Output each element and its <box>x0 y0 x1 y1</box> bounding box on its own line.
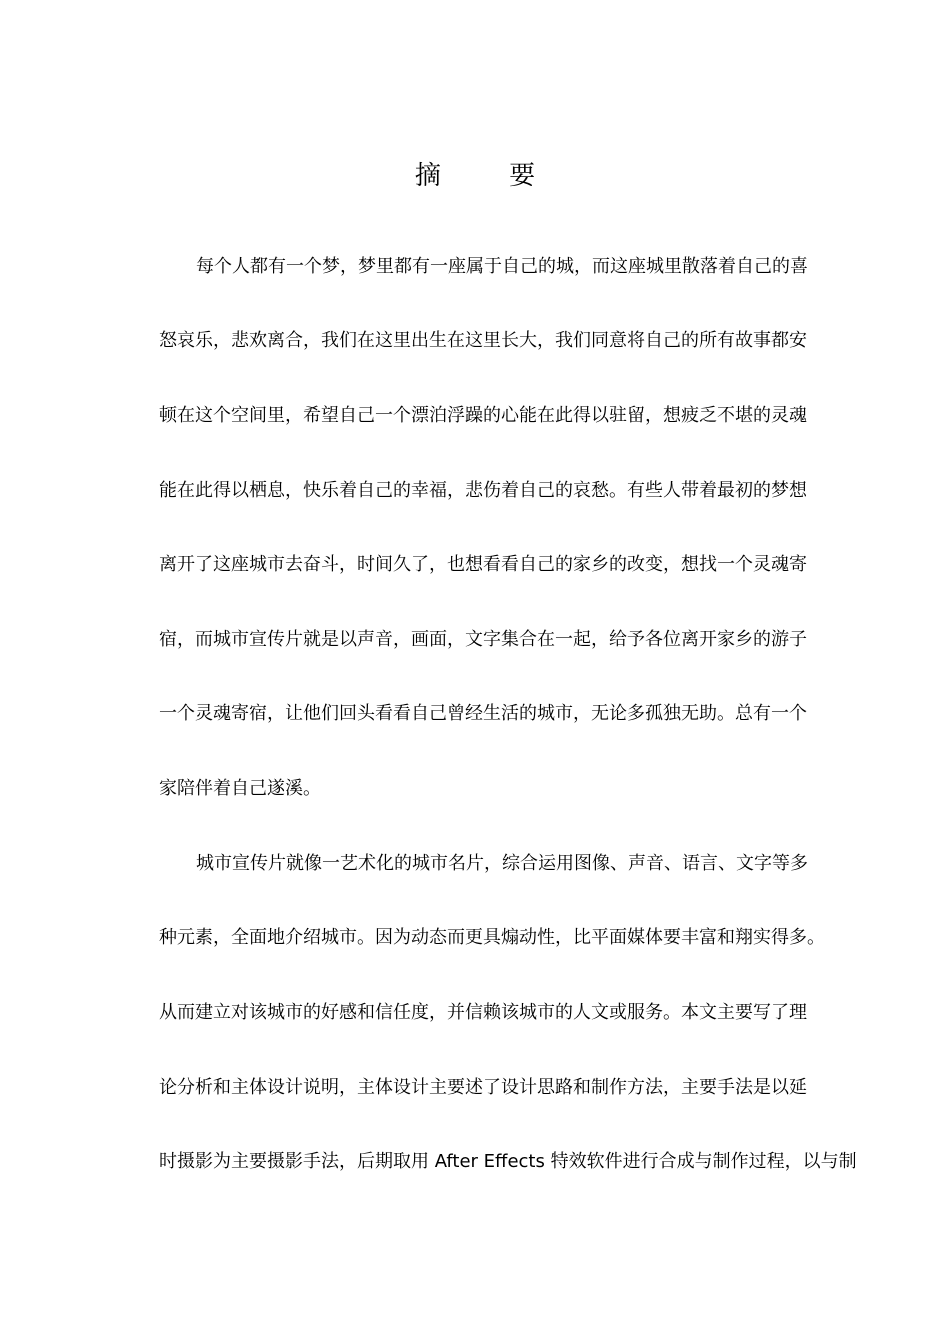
paragraph-2-line-1: 城市宣传片就像一艺术化的城市名片，综合运用图像、声音、语言、文字等多 <box>196 853 808 874</box>
paragraph-2-line-5: 时摄影为主要摄影手法，后期取用 After Effects 特效软件进行合成与制作过程，以与制 <box>159 1151 857 1172</box>
paragraph-1-line-4: 能在此得以栖息，快乐着自己的幸福，悲伤着自己的哀愁。有些人带着最初的梦想 <box>159 480 807 501</box>
page-title: 摘 要 <box>414 161 566 191</box>
paragraph-1-line-3: 顿在这个空间里，希望自己一个漂泊浮躁的心能在此得以驻留，想疲乏不堪的灵魂 <box>159 405 807 426</box>
paragraph-2-line-2: 种元素，全面地介绍城市。因为动态而更具煽动性，比平面媒体要丰富和翔实得多。 <box>159 927 825 948</box>
paragraph-1-line-5: 离开了这座城市去奋斗，时间久了，也想看看自己的家乡的改变，想找一个灵魂寄 <box>159 554 807 575</box>
paragraph-1-line-8: 家陪伴着自己遂溪。 <box>159 778 321 799</box>
paragraph-2-line-4: 论分析和主体设计说明，主体设计主要述了设计思路和制作方法，主要手法是以延 <box>159 1077 807 1098</box>
paragraph-1-line-6: 宿，而城市宣传片就是以声音，画面，文字集合在一起，给予各位离开家乡的游子 <box>159 629 807 650</box>
paragraph-1-line-2: 怒哀乐，悲欢离合，我们在这里出生在这里长大，我们同意将自己的所有故事都安 <box>159 330 807 351</box>
paragraph-1-line-7: 一个灵魂寄宿，让他们回头看看自己曾经生活的城市，无论多孤独无助。总有一个 <box>159 703 807 724</box>
paragraph-2-line-3: 从而建立对该城市的好感和信任度，并信赖该城市的人文或服务。本文主要写了理 <box>159 1002 807 1023</box>
paragraph-1-line-1: 每个人都有一个梦，梦里都有一座属于自己的城，而这座城里散落着自己的喜 <box>196 256 808 277</box>
